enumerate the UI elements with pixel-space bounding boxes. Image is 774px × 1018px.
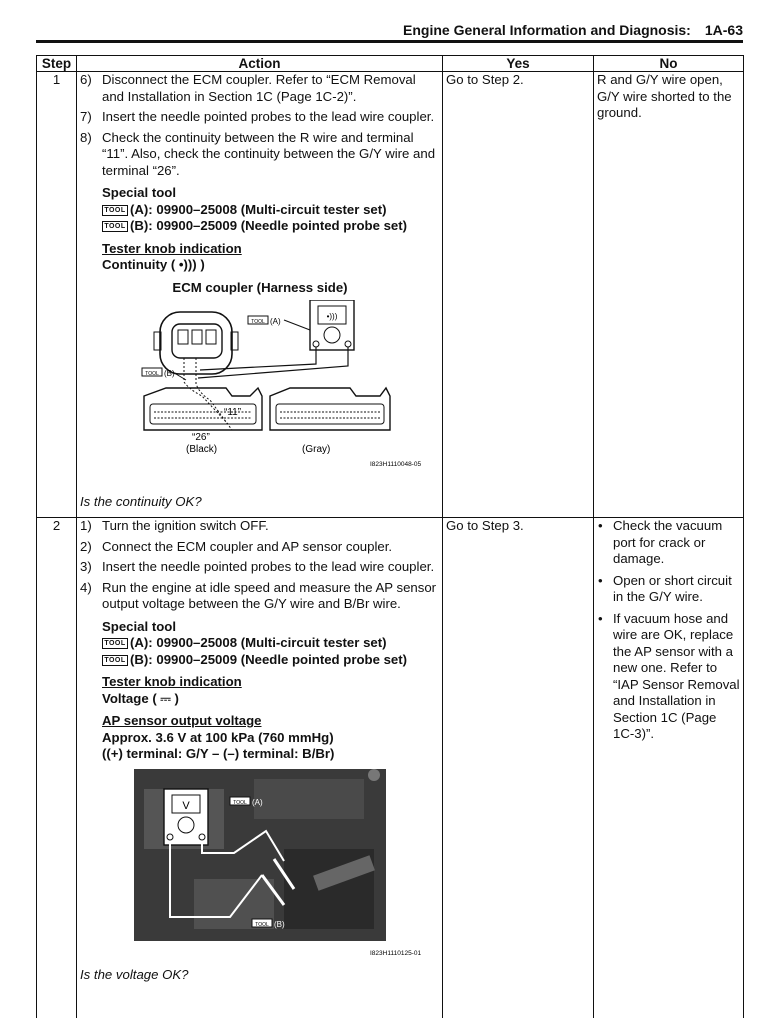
no-cell: R and G/Y wire open, G/Y wire shorted to the ground. bbox=[594, 72, 744, 518]
tester-knob-block bbox=[102, 241, 440, 274]
svg-text:TOOL: TOOL bbox=[233, 799, 247, 806]
sensor-coupler-shape bbox=[154, 312, 238, 374]
question-text: Is the continuity OK? bbox=[80, 494, 202, 509]
tool-icon: TOOL bbox=[102, 638, 128, 649]
list-item: • If vacuum hose and wire are OK, replace the AP sensor with a new one. Refer to “IAP Sensor Removal and Installation in Section 1C (Page 1C-3)”. bbox=[598, 610, 740, 741]
tool-b-line: TOOL (B): 09900–25009 (Needle pointed probe set) bbox=[102, 218, 440, 235]
ecm-gray-coupler bbox=[270, 388, 390, 430]
tool-b-line: TOOL (B): 09900–25009 (Needle pointed probe set) bbox=[102, 652, 440, 669]
tester-knob-title: Tester knob indication bbox=[102, 674, 242, 689]
action-item: 6) Disconnect the ECM coupler. Refer to “ECM Removal and Installation in Section 1C (Page 1C-2)”. bbox=[80, 72, 416, 104]
table-header-row bbox=[37, 56, 744, 72]
col-no: No bbox=[594, 56, 744, 72]
tool-a-line: TOOL (A): 09900–25008 (Multi-circuit tester set) bbox=[102, 202, 440, 219]
svg-text:“26”: “26” bbox=[192, 432, 210, 443]
action-cell bbox=[77, 518, 443, 1018]
action-item: 7) Insert the needle pointed probes to the lead wire coupler. bbox=[80, 109, 435, 124]
svg-text:TOOL: TOOL bbox=[145, 371, 159, 377]
tool-b-label bbox=[252, 919, 285, 929]
tester-knob-block bbox=[102, 674, 440, 707]
svg-text:TOOL: TOOL bbox=[255, 921, 269, 928]
table-row-step-2 bbox=[37, 518, 744, 1018]
special-tool-title: Special tool bbox=[102, 618, 177, 634]
col-step: Step bbox=[37, 56, 77, 72]
action-item: 2) Connect the ECM coupler and AP sensor coupler. bbox=[80, 538, 393, 554]
action-item: 3) Insert the needle pointed probes to the lead wire coupler. bbox=[80, 559, 435, 574]
special-tool-title: Special tool bbox=[102, 185, 177, 200]
multimeter-icon bbox=[310, 300, 354, 350]
table-row-step-1 bbox=[37, 72, 744, 518]
tester-knob-value: Continuity ( •))) ) bbox=[102, 257, 205, 272]
tool-icon: TOOL bbox=[102, 221, 128, 232]
page-header bbox=[36, 20, 743, 42]
action-item: 1) Turn the ignition switch OFF. bbox=[80, 518, 269, 533]
special-tool-block bbox=[102, 185, 440, 235]
svg-text:(B): (B) bbox=[164, 369, 175, 378]
output-voltage-block bbox=[102, 713, 440, 763]
yes-cell: Go to Step 2. bbox=[443, 72, 594, 518]
svg-text:•))): •))) bbox=[326, 312, 338, 321]
question-text: Is the voltage OK? bbox=[80, 966, 189, 982]
tool-a-line: TOOL (A): 09900–25008 (Multi-circuit tester set) bbox=[102, 635, 440, 652]
engine-photo-diagram bbox=[134, 769, 438, 961]
output-voltage-value: Approx. 3.6 V at 100 kPa (760 mmHg) bbox=[102, 729, 334, 745]
action-cell bbox=[77, 72, 443, 518]
yes-cell: Go to Step 3. bbox=[443, 518, 594, 1018]
svg-text:(B): (B) bbox=[274, 919, 285, 929]
list-item: • Open or short circuit in the G/Y wire. bbox=[598, 572, 732, 604]
tester-knob-title: Tester knob indication bbox=[102, 240, 242, 256]
special-tool-block bbox=[102, 619, 440, 669]
tester-knob-value: Voltage ( ⎓ ) bbox=[102, 690, 179, 706]
action-item: 4) Run the engine at idle speed and measure the AP sensor output voltage between the G/Y wire and B/Br wire. bbox=[80, 579, 437, 611]
svg-text:I823H1110125-01: I823H1110125-01 bbox=[370, 949, 422, 957]
action-item: 8) Check the continuity between the R wire and terminal “11”. Also, check the continuity between the G/Y wire and terminal “26”. bbox=[80, 129, 436, 178]
tool-a-label bbox=[248, 316, 310, 330]
output-voltage-title: AP sensor output voltage bbox=[102, 713, 262, 728]
col-action: Action bbox=[77, 56, 443, 72]
multimeter-icon bbox=[164, 789, 208, 845]
svg-text:(A): (A) bbox=[270, 317, 281, 326]
tool-a-label bbox=[230, 797, 263, 807]
ecm-black-coupler bbox=[144, 388, 262, 430]
tool-icon: TOOL bbox=[102, 655, 128, 666]
step-number: 1 bbox=[37, 72, 77, 518]
svg-text:TOOL: TOOL bbox=[251, 319, 265, 325]
page-number: 1A-63 bbox=[704, 22, 743, 38]
step-number: 2 bbox=[37, 518, 77, 1018]
svg-text:(Gray): (Gray) bbox=[302, 444, 331, 455]
tool-icon: TOOL bbox=[102, 205, 128, 216]
no-cell bbox=[594, 518, 744, 1018]
svg-text:I823H1110048-05: I823H1110048-05 bbox=[370, 461, 422, 468]
ecm-coupler-diagram bbox=[140, 300, 440, 480]
header-title: Engine General Information and Diagnosis: bbox=[403, 22, 691, 38]
svg-text:V: V bbox=[182, 799, 190, 812]
header-rule bbox=[36, 40, 743, 43]
figure-title: ECM coupler (Harness side) bbox=[172, 279, 348, 295]
list-item: • Check the vacuum port for crack or damage. bbox=[598, 518, 723, 566]
col-yes: Yes bbox=[443, 56, 594, 72]
diagnosis-table bbox=[36, 55, 744, 1018]
output-voltage-terminals: ((+) terminal: G/Y – (–) terminal: B/Br) bbox=[102, 746, 335, 761]
svg-text:(A): (A) bbox=[252, 797, 263, 807]
svg-text:“11”: “11” bbox=[224, 407, 242, 418]
svg-text:(Black): (Black) bbox=[186, 444, 218, 455]
